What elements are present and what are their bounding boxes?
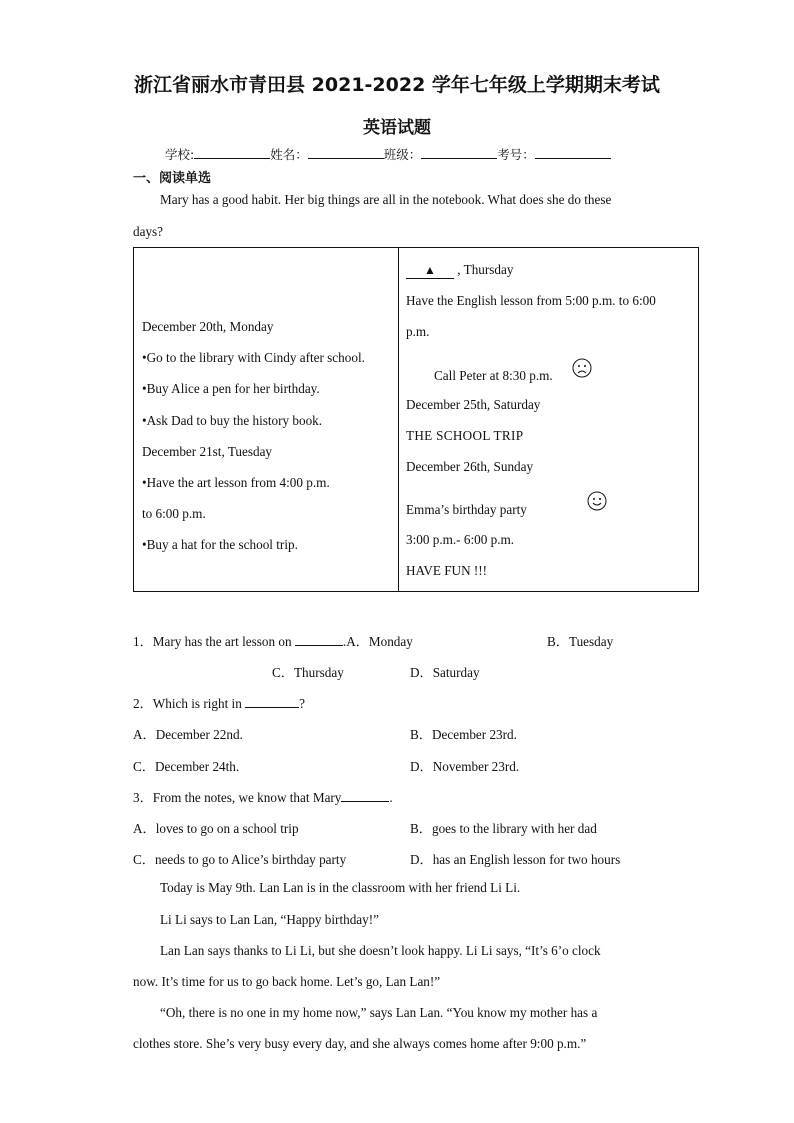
page-subtitle: 英语试题 — [363, 118, 431, 138]
note-line: HAVE FUN !!! — [406, 563, 488, 578]
note-line: December 21st, Tuesday — [142, 444, 273, 459]
triangle-blank: ▲ — [406, 263, 454, 279]
number-label: 考号： — [497, 147, 535, 162]
passage1-intro-line2: days? — [133, 224, 164, 239]
name-label: 姓名： — [270, 147, 308, 162]
note-line: December 26th, Sunday — [406, 459, 534, 474]
note-line: •Buy Alice a pen for her birthday. — [142, 381, 320, 396]
note-line: THE SCHOOL TRIP — [406, 428, 524, 443]
note-line: Have the English lesson from 5:00 p.m. to 6:00 — [406, 293, 656, 308]
answer-blank[interactable] — [245, 695, 299, 708]
option-d[interactable]: D．has an English lesson for two hours — [410, 852, 621, 867]
class-blank[interactable] — [421, 146, 497, 159]
thursday-heading — [406, 262, 513, 279]
note-line: •Ask Dad to buy the history book. — [142, 413, 323, 428]
note-line: Call Peter at 8:30 p.m. — [434, 368, 553, 383]
note-line: December 25th, Saturday — [406, 397, 541, 412]
school-label: 学校: — [165, 147, 195, 162]
option-a[interactable]: A．loves to go on a school trip — [133, 821, 299, 836]
answer-blank[interactable] — [295, 633, 343, 646]
passage2-line: now. It’s time for us to go back home. Let’s go, Lan Lan!” — [133, 974, 441, 989]
notes-right-cell — [399, 248, 699, 592]
option-b[interactable]: B．goes to the library with her dad — [410, 821, 597, 836]
option-b[interactable]: B．December 23rd. — [410, 727, 517, 742]
question-1-stem: 1．Mary has the art lesson on .A．Monday — [133, 634, 413, 649]
passage2-line: Today is May 9th. Lan Lan is in the classroom with her friend Li Li. — [160, 880, 521, 895]
note-line: 3:00 p.m.- 6:00 p.m. — [406, 532, 515, 547]
note-line: December 20th, Monday — [142, 319, 274, 334]
notes-left-cell — [134, 248, 399, 592]
passage1-intro-line1: Mary has a good habit. Her big things are all in the notebook. What does she do these — [160, 192, 612, 207]
school-blank[interactable] — [194, 146, 270, 159]
option-c[interactable]: C．December 24th. — [133, 759, 240, 774]
answer-blank[interactable] — [341, 789, 389, 802]
note-line: to 6:00 p.m. — [142, 506, 206, 521]
option-a[interactable]: A．December 22nd. — [133, 727, 243, 742]
note-line: p.m. — [406, 324, 430, 339]
student-info-line — [165, 145, 611, 163]
passage2-line: “Oh, there is no one in my home now,” says Lan Lan. “You know my mother has a — [160, 1005, 598, 1020]
option-c[interactable]: C．Thursday — [272, 665, 344, 680]
note-line: •Go to the library with Cindy after school. — [142, 350, 365, 365]
sad-face-icon — [572, 358, 592, 378]
passage2-line: Lan Lan says thanks to Li Li, but she doesn’t look happy. Li Li says, “It’s 6’o clock — [160, 943, 601, 958]
passage2-line: Li Li says to Lan Lan, “Happy birthday!” — [160, 912, 379, 927]
question-3-stem: 3．From the notes, we know that Mary . — [133, 790, 393, 805]
name-blank[interactable] — [308, 146, 384, 159]
page-title: 浙江省丽水市青田县 2021-2022 学年七年级上学期期末考试 — [134, 74, 660, 96]
day-suffix: , Thursday — [457, 262, 514, 277]
note-line: •Have the art lesson from 4:00 p.m. — [142, 475, 330, 490]
happy-face-icon — [587, 491, 607, 511]
option-d[interactable]: D．November 23rd. — [410, 759, 520, 774]
question-2-stem: 2．Which is right in ? — [133, 696, 305, 711]
option-b[interactable]: B．Tuesday — [547, 634, 614, 649]
note-line: •Buy a hat for the school trip. — [142, 537, 298, 552]
class-label: 班级： — [383, 147, 422, 162]
option-d[interactable]: D．Saturday — [410, 665, 480, 680]
option-a[interactable]: A．Monday — [346, 634, 413, 649]
number-blank[interactable] — [535, 146, 611, 159]
notes-table — [133, 247, 699, 592]
passage2-line: clothes store. She’s very busy every day, and she always comes home after 9:00 p.m.” — [133, 1036, 587, 1051]
option-c[interactable]: C．needs to go to Alice’s birthday party — [133, 852, 347, 867]
section-heading: 一、阅读单选 — [133, 171, 212, 186]
note-line: Emma’s birthday party — [406, 502, 527, 517]
